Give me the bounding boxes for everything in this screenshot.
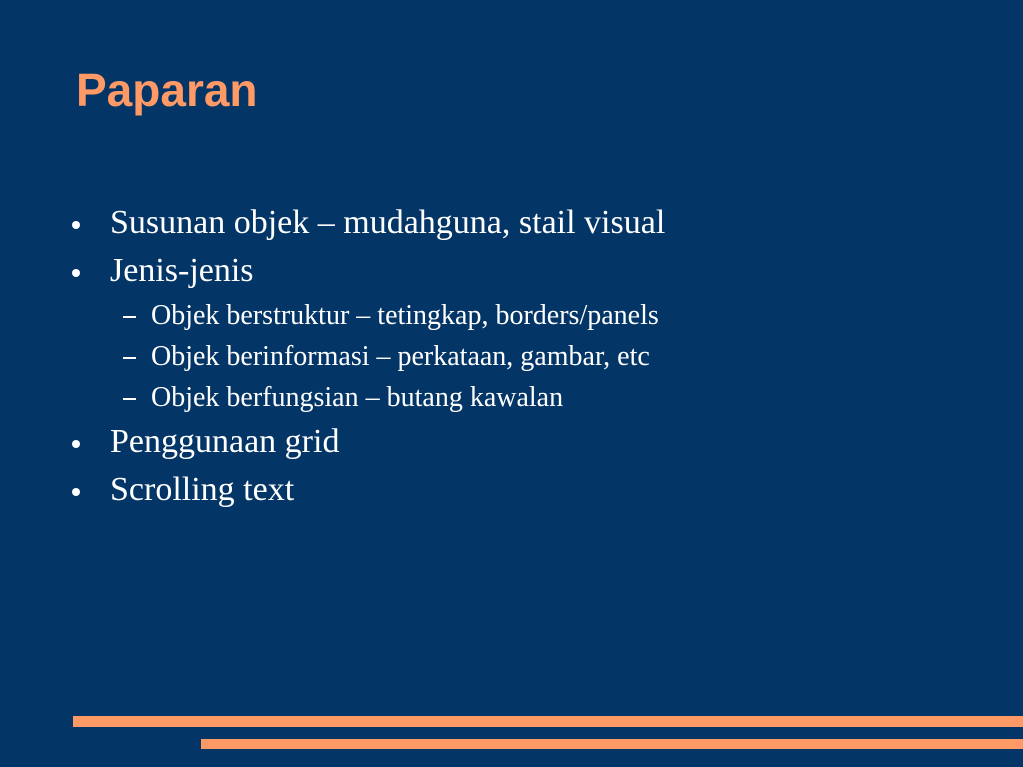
accent-stripe-bottom bbox=[201, 739, 1023, 749]
bullet-text: Jenis-jenis bbox=[110, 252, 254, 289]
sub-bullet-text: Objek berfungsian – butang kawalan bbox=[151, 382, 564, 413]
sub-bullet-item bbox=[72, 377, 992, 418]
dash-icon bbox=[123, 357, 136, 359]
bullet-item bbox=[72, 466, 992, 514]
bullet-text: Penggunaan grid bbox=[110, 423, 340, 460]
sub-bullet-text: Objek berstruktur – tetingkap, borders/panels bbox=[151, 300, 659, 331]
sub-bullet-item bbox=[72, 295, 992, 336]
dash-icon bbox=[123, 398, 136, 400]
bullet-text: Susunan objek – mudahguna, stail visual bbox=[110, 204, 666, 241]
bullet-item bbox=[72, 199, 992, 247]
bullet-item bbox=[72, 247, 992, 295]
dash-icon bbox=[123, 316, 136, 318]
bullet-dot-icon bbox=[72, 440, 80, 448]
sub-bullet-item bbox=[72, 336, 992, 377]
sub-bullet-text: Objek berinformasi – perkataan, gambar, etc bbox=[151, 341, 650, 372]
bullet-text: Scrolling text bbox=[110, 471, 295, 508]
bullet-dot-icon bbox=[72, 221, 80, 229]
bullet-list bbox=[72, 199, 992, 514]
bullet-item bbox=[72, 418, 992, 466]
bullet-dot-icon bbox=[72, 269, 80, 277]
accent-stripe-top bbox=[73, 716, 1023, 727]
slide-title: Paparan bbox=[76, 64, 258, 116]
bullet-dot-icon bbox=[72, 488, 80, 496]
